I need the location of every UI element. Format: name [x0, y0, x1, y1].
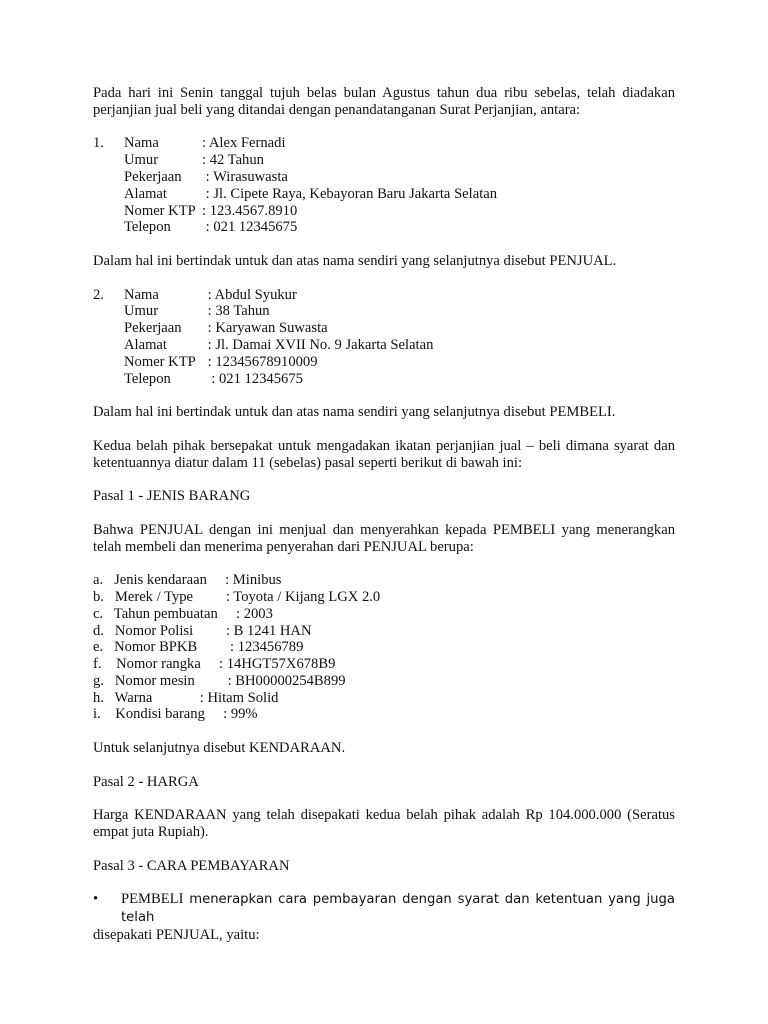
party-1-address-value: : Jl. Cipete Raya, Kebayoran Baru Jakarta Selatan	[202, 185, 498, 202]
list-item: g. Nomor mesin : BH00000254B899	[93, 672, 346, 689]
party-2-occupation-value: : Karyawan Suwasta	[204, 320, 328, 337]
party-1-phone-label: Telepon	[124, 219, 171, 236]
pasal-3-heading: Pasal 3 - CARA PEMBAYARAN	[93, 857, 290, 874]
pasal-3-bullet-continuation: disepakati PENJUAL, yaitu:	[93, 926, 260, 943]
party-2-name-label: Nama	[124, 286, 159, 303]
party-1-phone-value: : 021 12345675	[202, 219, 298, 236]
list-item: e. Nomor BPKB : 123456789	[93, 639, 304, 656]
party-2-phone-value: : 021 12345675	[204, 370, 303, 387]
party-1-details	[93, 135, 675, 236]
party-2-address-value: : Jl. Damai XVII No. 9 Jakarta Selatan	[204, 336, 434, 353]
party-2-statement: Dalam hal ini bertindak untuk dan atas nama sendiri yang selanjutnya disebut PEMBELI.	[93, 404, 616, 421]
pasal-1-closing: Untuk selanjutnya disebut KENDARAAN.	[93, 740, 346, 757]
pasal-3-bullet-first-word: PEMBELI	[121, 891, 184, 908]
vehicle-details-list	[93, 572, 675, 723]
document-page	[93, 85, 675, 944]
list-item: h. Warna : Hitam Solid	[93, 689, 279, 706]
party-2-address-label: Alamat	[124, 336, 167, 353]
party-2-occupation-label: Pekerjaan	[124, 320, 182, 337]
intro-paragraph: Pada hari ini Senin tanggal tujuh belas bulan Agustus tahun dua ribu sebelas, telah diadakan perjanjian jual beli yang ditandai dengan penandatanganan Surat Perjanjian, antara:	[93, 85, 675, 118]
pasal-3-bullet-item	[93, 891, 675, 927]
party-2-details	[93, 287, 675, 388]
list-item: a. Jenis kendaraan : Minibus	[93, 572, 282, 589]
party-2-name-value: : Abdul Syukur	[204, 286, 297, 303]
pasal-2-body: Harga KENDARAAN yang telah disepakati kedua belah pihak adalah Rp 104.000.000 (Seratus empat juta Rupiah).	[93, 807, 675, 841]
party-2-ktp-label: Nomer KTP	[124, 353, 196, 370]
pasal-1-body: Bahwa PENJUAL dengan ini menjual dan menyerahkan kepada PEMBELI yang menerangkan telah membeli dan menerima penyerahan dari PENJUAL berupa:	[93, 521, 675, 555]
party-2-ktp-value: : 12345678910009	[204, 353, 318, 370]
party-2-age-label: Umur	[124, 303, 159, 320]
party-2-phone-label: Telepon	[124, 370, 171, 387]
party-1-address-label: Alamat	[124, 185, 167, 202]
party-1-number: 1.	[93, 135, 104, 152]
agreement-paragraph: Kedua belah pihak bersepakat untuk mengadakan ikatan perjanjian jual – beli dimana syarat dan ketentuannya diatur dalam 11 (sebelas) pasal seperti berikut di bawah ini:	[93, 437, 675, 471]
party-1-age-value: : 42 Tahun	[202, 152, 264, 169]
bullet-icon: •	[93, 891, 99, 908]
party-1-statement: Dalam hal ini bertindak untuk dan atas nama sendiri yang selanjutnya disebut PENJUAL.	[93, 252, 617, 269]
party-1-occupation-value: : Wirasuwasta	[202, 168, 288, 185]
list-item: f. Nomor rangka : 14HGT57X678B9	[93, 656, 336, 673]
party-2-age-value: : 38 Tahun	[204, 303, 270, 320]
pasal-3-bullet-text: menerapkan cara pembayaran dengan syarat dan ketentuan yang juga telah	[121, 892, 675, 926]
party-1-age-label: Umur	[124, 152, 159, 169]
list-item: i. Kondisi barang : 99%	[93, 706, 258, 723]
party-1-ktp-value: : 123.4567.8910	[202, 202, 298, 219]
list-item: c. Tahun pembuatan : 2003	[93, 605, 273, 622]
party-1-name-value: : Alex Fernadi	[202, 135, 286, 152]
party-1-ktp-label: Nomer KTP	[124, 202, 196, 219]
party-1-occupation-label: Pekerjaan	[124, 168, 182, 185]
party-2-number: 2.	[93, 286, 104, 303]
party-1-name-label: Nama	[124, 135, 159, 152]
list-item: b. Merek / Type : Toyota / Kijang LGX 2.0	[93, 588, 381, 605]
list-item: d. Nomor Polisi : B 1241 HAN	[93, 622, 312, 639]
pasal-1-heading: Pasal 1 - JENIS BARANG	[93, 488, 251, 505]
pasal-2-heading: Pasal 2 - HARGA	[93, 773, 199, 790]
